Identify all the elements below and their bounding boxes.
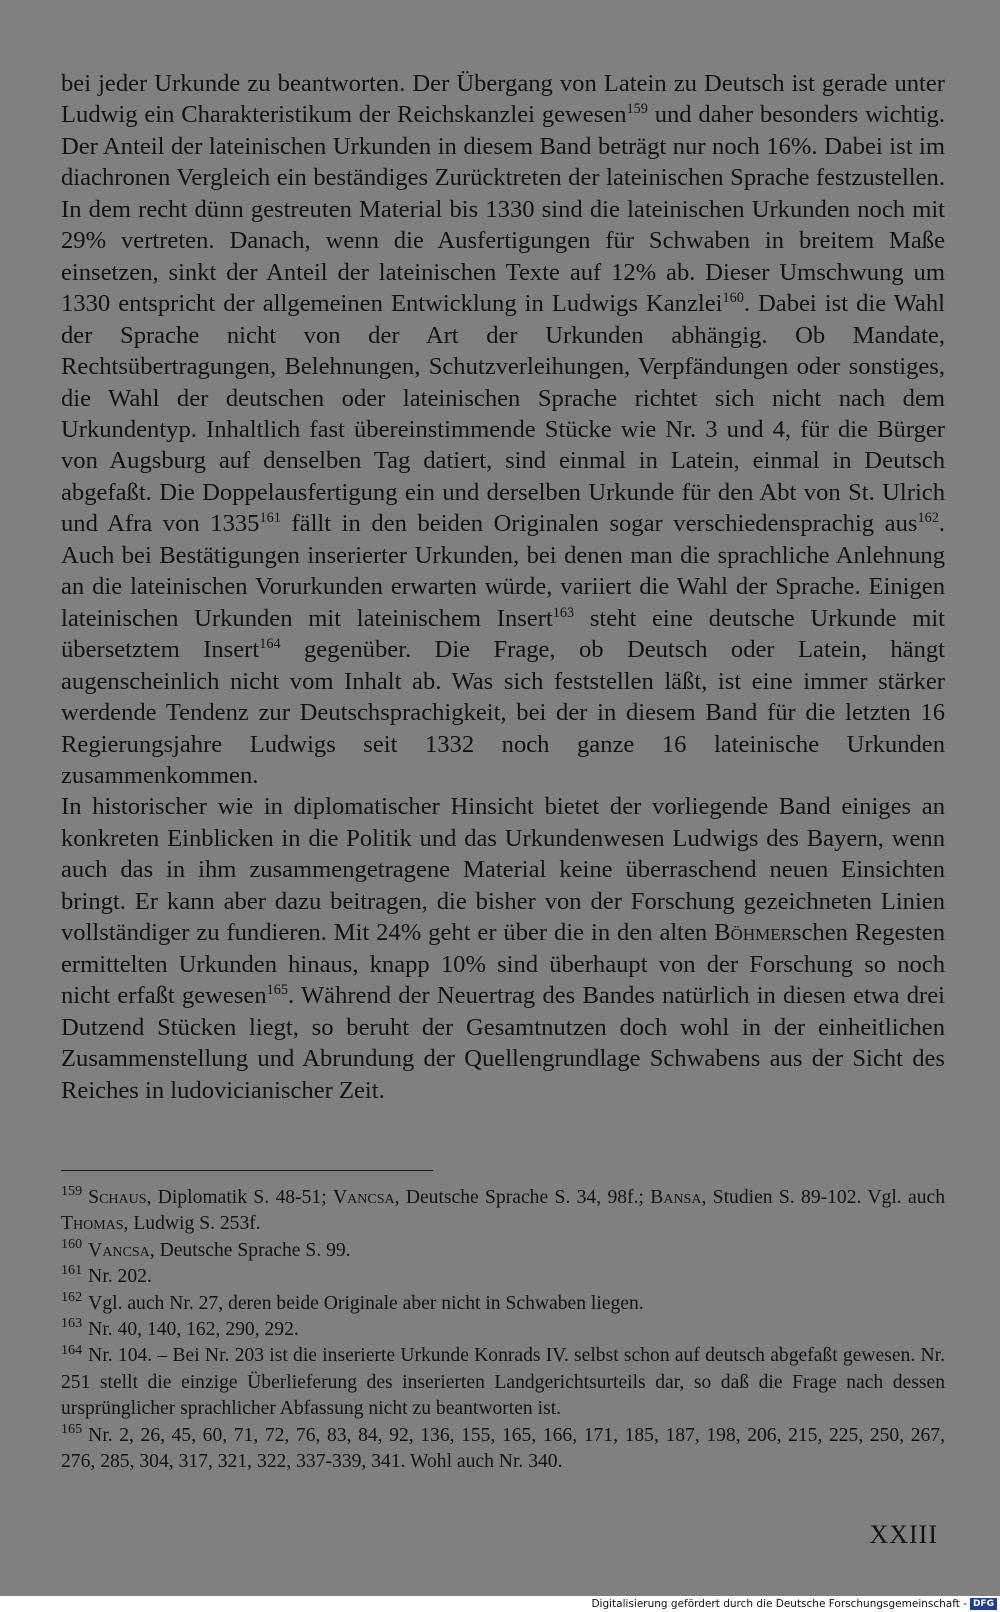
footnote-text: Nr. 2, 26, 45, 60, 71, 72, 76, 83, 84, 92, 136, 155, 165, 166, 171, 185, 187, 198, 206, 215, 225, 250, 267, 276, 285, 304, 317, 321, 322, 337-339, 341. Wohl auch Nr. 340. (61, 1424, 945, 1473)
footnote-text: , Ludwig S. 253f. (123, 1213, 261, 1235)
footnote-159 (61, 1185, 945, 1238)
footnote-160 (61, 1238, 945, 1264)
text-run: . Auch bei Bestätigungen inserierter Urkunden, bei denen man die sprachliche Anlehnung an die lateinischen Vorurkunden erwarten würde, variiert die Wahl der Sprache. Einigen lateinischen Urkunden mit lateinischem Insert (61, 510, 945, 632)
footnotes (61, 1185, 945, 1475)
footnote-ref-160[interactable]: 160 (722, 290, 744, 307)
footnote-text: , Deutsche Sprache S. 34, 98f.; (394, 1187, 651, 1208)
text-run: . Dabei ist die Wahl der Sprache nicht von der Art der Urkunden abhängig. Ob Mandate, Rechtsübertragungen, Belehnungen, Schutzverleihungen, Verpfändungen oder sonstiges, die Wahl der deutschen oder lateinischen Sprache richtet sich nicht nach dem Urkundentyp. Inhaltlich fast übereinstimmende Stücke wie Nr. 3 und 4, für die Bürger von Augsburg auf denselben Tag datiert, sind einmal in Latein, einmal in Deutsch abgefaßt. Die Doppelausfertigung ein und derselben Urkunde für den Abt von St. Ulrich und Afra von 1335 (61, 290, 946, 538)
text-run: bei jeder Urkunde zu beantworten. Der Übergang von Latein zu Deutsch ist gerade unter Ludwig ein Charakteristikum der Reichskanzlei gewesen (61, 70, 945, 129)
footnote-162 (61, 1288, 945, 1317)
footnote-number: 160 (61, 1236, 83, 1253)
footnote-number: 163 (61, 1315, 83, 1332)
footnote-text: , Deutsche Sprache S. 99. (149, 1239, 351, 1261)
page-number: XXIII (869, 1520, 938, 1549)
paragraph-2 (61, 791, 945, 1106)
author-name: Bansa (650, 1187, 702, 1208)
footnote-number: 162 (61, 1288, 83, 1305)
footnote-text: Nr. 104. – Bei Nr. 203 ist die inserierte Urkunde Konrads IV. selbst schon auf deutsch abgefaßt gewesen. Nr. 251 stellt die einzige Überlieferung des inserierten Landgerichtsurteils dar, so daß die Frage nach dessen ursprünglicher sprachlicher Abfassung nicht zu beantworten ist. (61, 1345, 945, 1420)
dfg-logo: DFG (970, 1598, 997, 1610)
text-run: . Während der Neuertrag des Bandes natürlich in diesen etwa drei Dutzend Stücken liegt, so beruht der Gesamtnutzen doch wohl in der einheitlichen Zusammenstellung und Abrundung der Quellengrundlage Schwabens aus der Sicht des Reiches in ludovicianischer Zeit. (61, 982, 945, 1104)
author-name: Thomas (61, 1213, 124, 1235)
paragraph-1 (61, 68, 945, 791)
footnote-ref-161[interactable]: 161 (259, 510, 281, 527)
footnote-text: Nr. 40, 140, 162, 290, 292. (88, 1319, 299, 1341)
footnote-text: , Studien S. 89-102. Vgl. auch (701, 1187, 946, 1208)
author-name: Böhmer (714, 919, 792, 947)
footnote-separator (61, 1170, 433, 1171)
footnote-number: 165 (61, 1420, 83, 1437)
credit-text: Digitalisierung gefördert durch die Deutsche Forschungsgemeinschaft - (591, 1598, 967, 1610)
footnote-text: Nr. 202. (88, 1266, 152, 1288)
footnote-number: 161 (61, 1262, 83, 1279)
footnote-number: 164 (61, 1341, 83, 1358)
text-run: und daher besonders wichtig. Der Anteil der lateinischen Urkunden in diesem Band beträgt nur noch 16%. Dabei ist im diachronen Vergleich ein beständiges Zurücktreten der lateinischen Sprache festzustellen. In dem recht dünn gestreuten Material bis 1330 sind die lateinischen Urkunden noch mit 29% vertreten. Danach, wenn die Ausfertigungen für Schwaben in breitem Maße einsetzen, sinkt der Anteil der lateinischen Texte auf 12% ab. Dieser Umschwung um 1330 entspricht der allgemeinen Entwicklung in Ludwigs Kanzlei (61, 101, 945, 318)
footnote-ref-163[interactable]: 163 (552, 604, 575, 621)
text-run: fällt in den beiden Originalen sogar verschiedensprachig aus (280, 510, 918, 538)
footnote-ref-165[interactable]: 165 (266, 982, 289, 999)
footnote-ref-164[interactable]: 164 (259, 636, 281, 653)
footnote-164 (61, 1343, 945, 1422)
digitization-credit (591, 1596, 1000, 1612)
footnote-text: Vgl. auch Nr. 27, deren beide Originale aber nicht in Schwaben liegen. (88, 1292, 644, 1314)
footnote-text: , Diplomatik S. 48-51; (146, 1187, 333, 1208)
footnote-161 (61, 1264, 945, 1290)
text-run: In historischer wie in diplomatischer Hinsicht bietet der vorliegende Band einiges an konkreten Einblicken in die Politik und das Urkundenwesen Ludwigs des Bayern, wenn auch das in ihm zusammengetragene Material keine überraschend neuen Einsichten bringt. Er kann aber dazu beitragen, die bisher von der Forschung gezeichneten Linien vollständiger zu fundieren. Mit 24% geht er über die in den alten (61, 793, 945, 947)
footnote-number: 159 (61, 1183, 83, 1200)
text-run: schen Regesten ermittelten Urkunden hinaus, knapp 10% sind überhaupt von der Forschung so noch nicht erfaßt gewesen (61, 919, 945, 1010)
author-name: Vancsa (88, 1239, 150, 1261)
footnote-165 (61, 1420, 945, 1476)
author-name: Schaus (88, 1187, 147, 1208)
text-run: steht eine deutsche Urkunde mit übersetztem Insert (61, 604, 946, 664)
author-name: Vancsa (332, 1187, 395, 1208)
footnote-163 (61, 1317, 945, 1343)
footnote-ref-159[interactable]: 159 (626, 101, 648, 118)
text-run: gegenüber. Die Frage, ob Deutsch oder Latein, hängt augenscheinlich nicht vom Inhalt ab. Was sich feststellen läßt, ist eine immer stärker werdende Tendenz zur Deutschsprachigkeit, bei der in diesem Band für die letzten 16 Regierungsjahre Ludwigs seit 1332 noch ganze 16 lateinische Urkunden zusammenkommen. (61, 636, 945, 789)
main-text (61, 68, 945, 1106)
footnote-ref-162[interactable]: 162 (917, 510, 939, 527)
